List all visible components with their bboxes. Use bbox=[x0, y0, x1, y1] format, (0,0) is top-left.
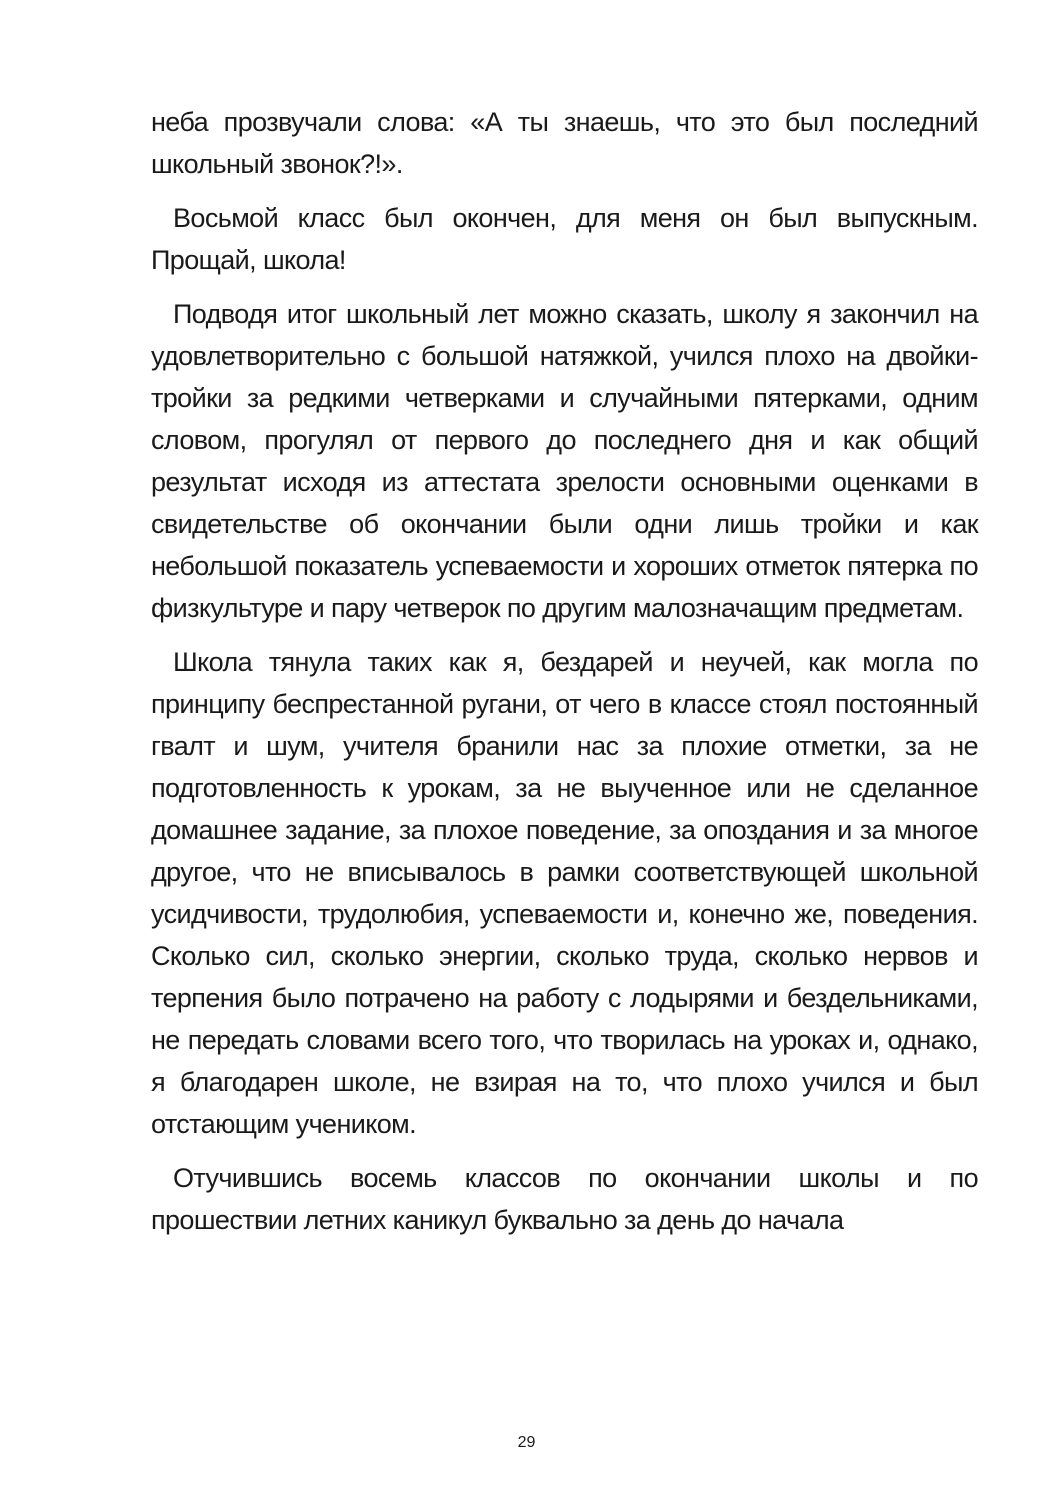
paragraph-school-effort: Школа тянула таких как я, бездарей и неучей, как могла по принципу беспрестанной ругани, от чего в классе стоял постоянный гвалт и шум, учителя бранили нас за плохие отметки, за не подготовленность к урокам, за не выученное или не сделанное домашнее задание, за плохое поведение, за опоздания и за многое другое, что не вписывалось в рамки соответствующей школьной усидчивости, трудолюбия, успеваемости и, конечно же, поведения. Сколько сил, сколько энергии, сколько труда, сколько нервов и терпения было потрачено на работу с лодырями и бездельниками, не передать словами всего того, что творилась на уроках и, однако, я благодарен школе, не взирая на то, что плохо учился и был отстающим учеником. bbox=[151, 647, 978, 1139]
paragraph-eighth-grade: Восьмой класс был окончен, для меня он был выпускным. Прощай, школа! bbox=[151, 203, 978, 275]
body-text bbox=[151, 101, 978, 1241]
paragraph-summary: Подводя итог школьный лет можно сказать, школу я закончил на удовлетворительно с большой натяжкой, учился плохо на двойки-тройки за редкими четверками и случайными пятерками, одним словом, прогулял от первого до последнего дня и как общий результат исходя из аттестата зрелости основными оценками в свидетельстве об окончании были одни лишь тройки и как небольшой показатель успеваемости и хороших отметок пятерка по физкультуре и пару четверок по другим малозначащим предметам. bbox=[151, 299, 978, 623]
page-number: 29 bbox=[517, 1434, 536, 1451]
paragraph-continuation: неба прозвучали слова: «А ты знаешь, что это был последний школьный звонок?!». bbox=[151, 107, 978, 179]
paragraph-after-school: Отучившись восемь классов по окончании школы и по прошествии летних каникул буквально за день до начала bbox=[151, 1163, 978, 1235]
